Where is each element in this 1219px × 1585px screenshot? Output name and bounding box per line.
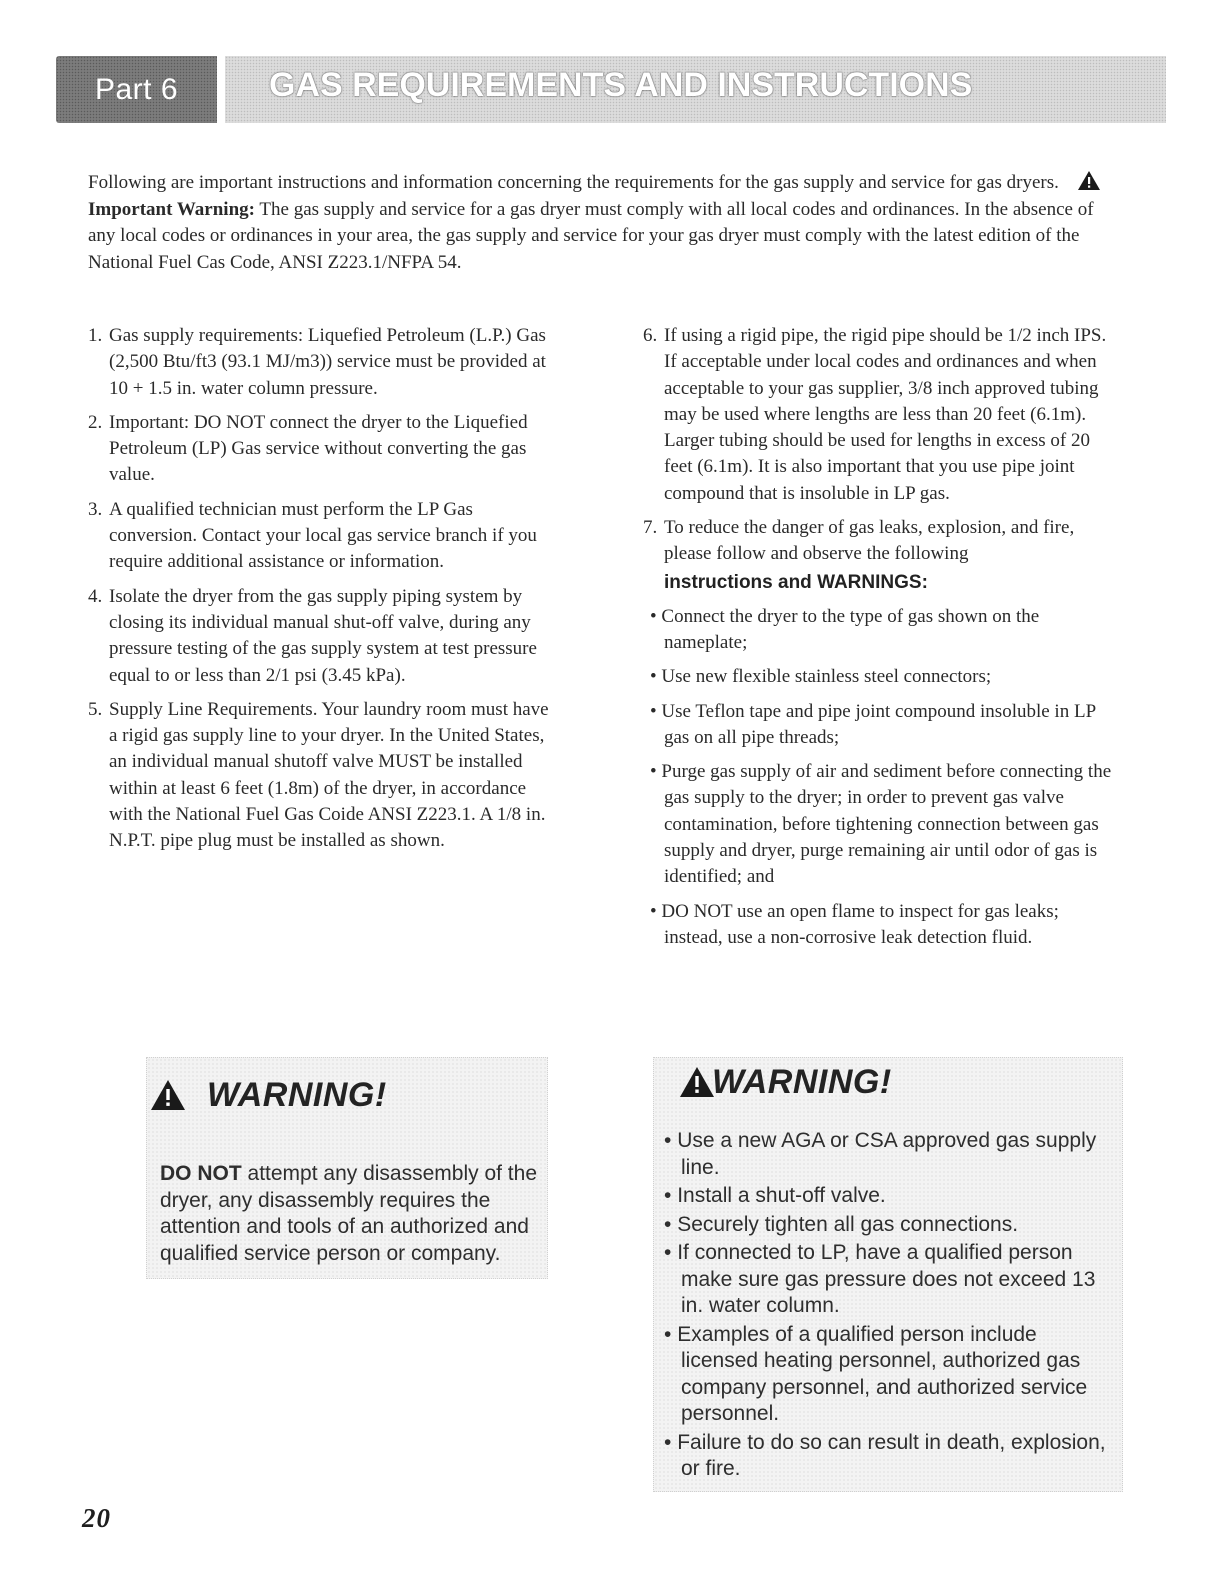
warning-bullet: • Use a new AGA or CSA approved gas supply line.: [664, 1129, 1097, 1179]
bullet-text: Use Teflon tape and pipe joint compound insoluble in LP gas on all pipe threads;: [661, 700, 1096, 748]
bullet-item: • DO NOT use an open flame to inspect for gas leaks; instead, use a non-corrosive leak detection fluid.: [650, 900, 1059, 948]
warning-bullet: • Failure to do so can result in death, explosion, or fire.: [664, 1430, 1106, 1480]
bullet-text: Purge gas supply of air and sediment before connecting the gas supply to the dryer; in order to prevent gas valve contamination, before tightening connection between gas supply and dryer, purge remaining air until odor of gas is identified; and: [661, 761, 1112, 888]
item-number: 1.: [88, 325, 103, 346]
warning-triangle-icon: [680, 1067, 714, 1097]
intro-text-before: Following are important instructions and information concerning the requirements for the gas supply and service for gas dryers.: [88, 172, 1059, 193]
warning-bullet-text: Use a new AGA or CSA approved gas supply line.: [677, 1129, 1097, 1179]
warning-title: WARNING!: [207, 1076, 387, 1114]
warning-bold-lead: DO NOT: [160, 1162, 242, 1185]
warning-triangle-icon: [151, 1080, 185, 1110]
page-number: 20: [82, 1503, 111, 1533]
list-item: [88, 323, 558, 402]
bullet-item: • Purge gas supply of air and sediment before connecting the gas supply to the dryer; in order to prevent gas valve contamination, before tightening connection between gas supply and dryer, purge remaining air until odor of gas is identified; and: [650, 761, 1112, 888]
warning-text: [160, 1161, 545, 1267]
intro-text-after: The gas supply and service for a gas dryer must comply with all local codes and ordinances. In the absence of any local codes or ordinances in your area, the gas supply and service for your gas dryer must comply with the latest edition of the National Fuel Cas Code, ANSI Z223.1/NFPA 54.: [88, 198, 1094, 273]
warning-bullet: • If connected to LP, have a qualified person make sure gas pressure does not exceed 13 in. water column.: [664, 1241, 1096, 1317]
bullet-item: • Use Teflon tape and pipe joint compound insoluble in LP gas on all pipe threads;: [650, 700, 1096, 748]
intro-paragraph: [88, 170, 1118, 276]
list-item: [88, 497, 558, 576]
list-item: [88, 410, 558, 489]
item-number: 6.: [643, 325, 658, 346]
warning-bullet-text: Securely tighten all gas connections.: [677, 1212, 1019, 1236]
warning-bullet-text: Install a shut-off valve.: [677, 1184, 886, 1207]
list-item: [643, 515, 1113, 568]
right-column: [643, 323, 1113, 959]
part-badge: [56, 56, 217, 123]
item-text: If using a rigid pipe, the rigid pipe should be 1/2 inch IPS. If acceptable under local codes and ordinances and when acceptable to your gas supplier, 3/8 inch approved tubing may be used where lengths are less than 20 feet (6.1m). Larger tubing should be used for lengths in excess of 20 feet (6.1m). It is also important that you use pipe joint compound that is insoluble in LP gas.: [664, 325, 1107, 504]
item-text: To reduce the danger of gas leaks, explosion, and fire, please follow and observe the following: [664, 517, 1075, 565]
item-number: 4.: [88, 585, 103, 607]
intro-warning-label: Important Warning:: [88, 198, 255, 220]
item-number: 3.: [88, 498, 103, 520]
warning-bullet: • Examples of a qualified person include licensed heating personnel, authorized gas company personnel, and authorized service personnel.: [664, 1322, 1088, 1425]
warning-body-text: attempt any disassembly of the dryer, any disassembly requires the attention and tools of an authorized and qualified service person or company.: [160, 1162, 537, 1265]
item-text: Isolate the dryer from the gas supply piping system by closing its individual manual shut-off valve, during any pressure testing of the gas supply system at test pressure equal to or less than 2/1 psi (3.45 kPa).: [109, 585, 537, 686]
bullet-item: • Connect the dryer to the type of gas shown on the nameplate;: [650, 605, 1040, 653]
item-text: A qualified technician must perform the LP Gas conversion. Contact your local gas service branch if you require additional assistance or information.: [109, 498, 537, 573]
item-number: 7.: [643, 517, 658, 539]
warning-bullet-text: Examples of a qualified person include licensed heating personnel, authorized gas company personnel, and authorized service personnel.: [677, 1322, 1088, 1425]
list-item: [643, 323, 1113, 507]
item-text: Gas supply requirements: Liquefied Petroleum (L.P.) Gas (2,500 Btu/ft3 (93.1 MJ/m3)) service must be provided at 10 + 1.5 in. water column pressure.: [109, 325, 546, 399]
warning-bullet-text: Failure to do so can result in death, explosion, or fire.: [677, 1430, 1106, 1480]
warning-box-left: [146, 1057, 548, 1279]
warning-bullet-text: If connected to LP, have a qualified person make sure gas pressure does not exceed 13 in. water column.: [677, 1241, 1096, 1317]
item-text: Supply Line Requirements. Your laundry room must have a rigid gas supply line to your dryer. In the United States, an individual manual shutoff valve MUST be installed within at least 6 feet (1.8m) of the dryer, in accordance with the National Fuel Gas Coide ANSI Z223.1. A 1/8 in. N.P.T. pipe plug must be installed as shown.: [109, 698, 549, 852]
warning-triangle-icon: [1078, 171, 1100, 190]
item-number: 2.: [88, 411, 103, 433]
list-item: [88, 697, 558, 855]
title-band: [225, 56, 1166, 123]
warning-bullets: [664, 1128, 1119, 1485]
warning-bullet: • Securely tighten all gas connections.: [664, 1212, 1019, 1236]
warning-bullet: • Install a shut-off valve.: [664, 1184, 886, 1207]
list-item: [88, 584, 558, 689]
left-column: [88, 323, 558, 863]
bullet-text: Connect the dryer to the type of gas shown on the nameplate;: [661, 605, 1040, 653]
warning-title: WARNING!: [712, 1063, 892, 1101]
item-text: Important: DO NOT connect the dryer to the Liquefied Petroleum (LP) Gas service without converting the gas value.: [109, 411, 528, 486]
bullet-text: Use new flexible stainless steel connectors;: [661, 666, 992, 688]
instructions-subheading: instructions and WARNINGS:: [664, 571, 928, 593]
part-label: Part 6: [94, 72, 179, 106]
page-header: [56, 56, 1166, 123]
page-title: GAS REQUIREMENTS AND INSTRUCTIONS: [269, 66, 973, 104]
bullet-item: • Use new flexible stainless steel connectors;: [650, 666, 992, 688]
bullet-text: DO NOT use an open flame to inspect for gas leaks; instead, use a non-corrosive leak detection fluid.: [661, 900, 1059, 948]
warning-box-right: [653, 1057, 1123, 1492]
item-number: 5.: [88, 698, 103, 720]
